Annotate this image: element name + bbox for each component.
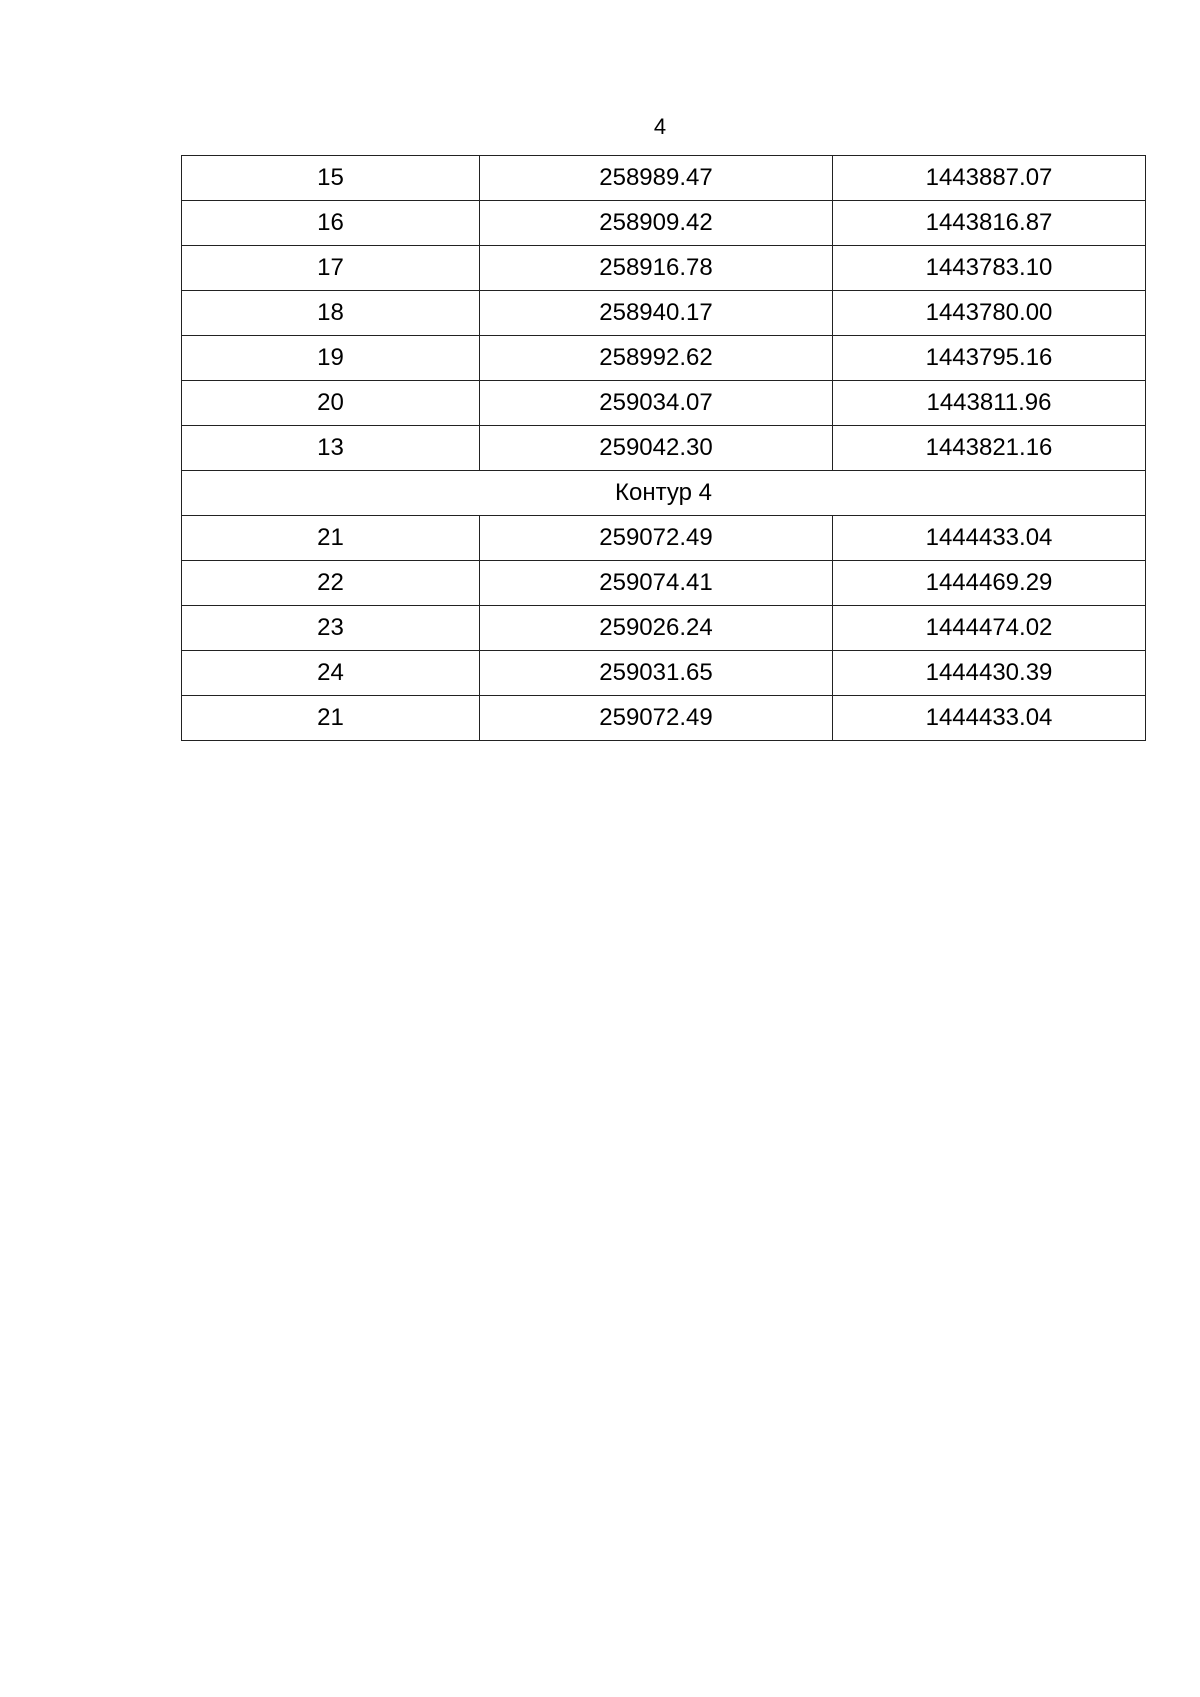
y-coordinate-cell: 1443795.16 xyxy=(833,336,1146,381)
section-label: Контур 4 xyxy=(182,471,1146,516)
point-number-cell: 19 xyxy=(182,336,480,381)
y-coordinate-cell: 1444474.02 xyxy=(833,606,1146,651)
y-coordinate-cell: 1444433.04 xyxy=(833,516,1146,561)
y-coordinate-cell: 1443780.00 xyxy=(833,291,1146,336)
table-row xyxy=(182,606,1146,651)
y-coordinate-cell: 1444433.04 xyxy=(833,696,1146,741)
point-number-cell: 15 xyxy=(182,156,480,201)
x-coordinate-cell: 258916.78 xyxy=(480,246,833,291)
x-coordinate-cell: 258992.62 xyxy=(480,336,833,381)
x-coordinate-cell: 258989.47 xyxy=(480,156,833,201)
x-coordinate-cell: 258940.17 xyxy=(480,291,833,336)
point-number-cell: 23 xyxy=(182,606,480,651)
table-row xyxy=(182,426,1146,471)
table-row xyxy=(182,336,1146,381)
table-row xyxy=(182,516,1146,561)
y-coordinate-cell: 1443811.96 xyxy=(833,381,1146,426)
x-coordinate-cell: 259031.65 xyxy=(480,651,833,696)
x-coordinate-cell: 258909.42 xyxy=(480,201,833,246)
y-coordinate-cell: 1443783.10 xyxy=(833,246,1146,291)
table-row xyxy=(182,156,1146,201)
point-number-cell: 17 xyxy=(182,246,480,291)
point-number-cell: 13 xyxy=(182,426,480,471)
x-coordinate-cell: 259074.41 xyxy=(480,561,833,606)
point-number-cell: 16 xyxy=(182,201,480,246)
table-row xyxy=(182,651,1146,696)
point-number-cell: 20 xyxy=(182,381,480,426)
point-number-cell: 21 xyxy=(182,516,480,561)
coordinates-table xyxy=(181,155,1146,741)
table-row xyxy=(182,246,1146,291)
table-row xyxy=(182,201,1146,246)
point-number-cell: 24 xyxy=(182,651,480,696)
coordinates-table-body xyxy=(182,156,1146,741)
point-number-cell: 22 xyxy=(182,561,480,606)
y-coordinate-cell: 1443816.87 xyxy=(833,201,1146,246)
y-coordinate-cell: 1444469.29 xyxy=(833,561,1146,606)
y-coordinate-cell: 1444430.39 xyxy=(833,651,1146,696)
x-coordinate-cell: 259026.24 xyxy=(480,606,833,651)
y-coordinate-cell: 1443887.07 xyxy=(833,156,1146,201)
point-number-cell: 18 xyxy=(182,291,480,336)
point-number-cell: 21 xyxy=(182,696,480,741)
section-header-row xyxy=(182,471,1146,516)
page-number: 4 xyxy=(653,114,667,139)
table-row xyxy=(182,381,1146,426)
x-coordinate-cell: 259072.49 xyxy=(480,516,833,561)
x-coordinate-cell: 259034.07 xyxy=(480,381,833,426)
table-row xyxy=(182,696,1146,741)
x-coordinate-cell: 259072.49 xyxy=(480,696,833,741)
table-row xyxy=(182,561,1146,606)
x-coordinate-cell: 259042.30 xyxy=(480,426,833,471)
table-row xyxy=(182,291,1146,336)
y-coordinate-cell: 1443821.16 xyxy=(833,426,1146,471)
